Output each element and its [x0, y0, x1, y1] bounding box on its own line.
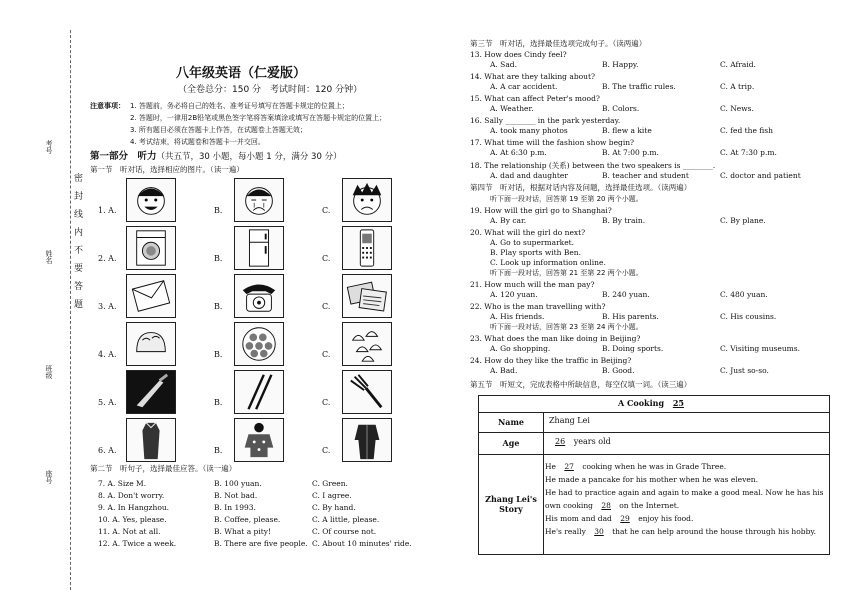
answer-option: B. Doing sports. [602, 344, 664, 353]
pic-row-5 [90, 370, 430, 414]
question: 19. How will the girl go to Shanghai? [470, 206, 612, 215]
answer-option: B. 240 yuan. [602, 290, 650, 299]
option-c: C. [322, 446, 331, 455]
answer-option: 12. A. Twice a week. [98, 539, 177, 548]
question: 24. How do they like the traffic in Beijing? [470, 356, 632, 365]
answer-option: C. By hand. [312, 503, 356, 512]
mobile-phone-picture[interactable] [342, 226, 392, 270]
seal-char: 要 [74, 264, 84, 274]
table-row-name [479, 412, 829, 433]
answer-option: B. At 7:00 p.m. [602, 148, 659, 157]
crying-face-picture[interactable] [234, 178, 284, 222]
section4-sub-instruction: 听下面一段对话，回答第 19 至第 20 两个小题。 [490, 195, 643, 203]
answer-option: B. Coffee, please. [214, 515, 281, 524]
answer-option: C. Just so-so. [720, 366, 769, 375]
answer-option: B. By train. [602, 216, 646, 225]
answer-blank-25[interactable]: 25 [672, 398, 684, 408]
answer-option: B. In 1993. [214, 503, 256, 512]
field-class: 班级 [45, 365, 53, 379]
answer-option: 8. A. Don't worry. [98, 491, 165, 500]
question: 17. What time will the fashion show begin? [470, 138, 635, 147]
option-a: 2. A. [98, 254, 117, 263]
answer-option: A. Sad. [490, 60, 517, 69]
page-title: 八年级英语（仁爱版） [176, 66, 307, 81]
answer-option: A. Weather. [490, 104, 534, 113]
answer-option: A. His friends. [490, 312, 545, 321]
age-label: Age [479, 432, 544, 454]
answer-option: B. teacher and student [602, 171, 689, 180]
pic-row-3 [90, 274, 430, 318]
question: 13. How does Cindy feel? [470, 50, 567, 59]
option-b: B. [214, 350, 223, 359]
section3-instruction: 第三节 听对话，选择最佳选项完成句子。（读两遍） [470, 39, 647, 48]
option-c: C. [322, 302, 331, 311]
answer-option: B. Play sports with Ben. [490, 248, 582, 257]
answer-option: C. fed the fish [720, 126, 773, 135]
name-value: Zhang Lei [549, 416, 590, 425]
answer-option: 7. A. Size M. [98, 479, 147, 488]
answer-blank-29[interactable]: 29 [620, 514, 630, 523]
page-subtitle: （全卷总分：150 分 考试时间：120 分钟） [178, 85, 363, 95]
story-line [545, 499, 824, 512]
answer-option: B. Not bad. [214, 491, 258, 500]
part1-detail: （共五节，30 小题，每小题 1 分，满分 30 分） [156, 152, 342, 162]
answer-option: B. Colors. [602, 104, 640, 113]
question: 14. What are they talking about? [470, 72, 595, 81]
option-a: 3. A. [98, 302, 117, 311]
seal-char: 封 [74, 192, 84, 202]
answer-option: B. Happy. [602, 60, 639, 69]
answer-option: C. At 7:30 p.m. [720, 148, 777, 157]
chopsticks-picture[interactable] [234, 370, 284, 414]
pic-row-6 [90, 418, 430, 462]
story-line [545, 512, 824, 525]
option-b: B. [214, 302, 223, 311]
story-text-part: that he can help around the house through his hobby. [612, 527, 817, 536]
section5-instruction: 第五节 听短文，完成表格中所缺信息，每空仅填一词。（读三遍） [470, 380, 692, 389]
story-text-part: He's really [545, 527, 586, 536]
table-row-story [479, 454, 829, 554]
seal-char: 密 [74, 174, 84, 184]
story-text-part: cooking when he was in Grade Three. [582, 462, 727, 471]
option-b: B. [214, 446, 223, 455]
answer-option: A. dad and daughter [490, 171, 568, 180]
right-column [470, 38, 830, 588]
story-text-part: His mom and dad [545, 514, 612, 523]
washing-machine-picture[interactable] [126, 226, 176, 270]
answer-option: C. 480 yuan. [720, 290, 768, 299]
answer-option: C. Of course not. [312, 527, 377, 536]
pic-row-2 [90, 226, 430, 270]
question: 22. Who is the man travelling with? [470, 302, 606, 311]
part1-title: 第一部分 听力 [90, 151, 157, 162]
answer-blank-30[interactable]: 30 [594, 527, 604, 536]
option-a: 4. A. [98, 350, 117, 359]
fork-picture[interactable] [342, 370, 392, 414]
telephone-picture[interactable] [234, 274, 284, 318]
note-item: 2. 答题时，一律用2B铅笔或黑色签字笔将答案填涂或填写在答题卡规定的位置上； [130, 114, 387, 122]
option-a: 6. A. [98, 446, 117, 455]
question: 23. What does the man like doing in Beijing? [470, 334, 641, 343]
story-text-part: He [545, 462, 556, 471]
answer-option: B. Good. [602, 366, 635, 375]
section2-questions [90, 478, 430, 568]
field-seat: 座号 [45, 470, 53, 484]
seal-char: 答 [74, 282, 84, 292]
name-label: Name [479, 412, 544, 432]
story-label: Zhang Lei's Story [479, 454, 544, 554]
answer-option: B. What a pity! [214, 527, 272, 536]
answer-option: 11. A. Not at all. [98, 527, 161, 536]
notes-items [130, 100, 386, 148]
note-item: 1. 答题前，务必将自己的姓名、准考证号填写在答题卡规定的位置上； [130, 102, 349, 110]
option-c: C. [322, 350, 331, 359]
dumplings-picture[interactable] [342, 322, 392, 366]
answer-option: C. Look up information online. [490, 258, 606, 267]
knife-picture[interactable] [126, 370, 176, 414]
answer-option: 10. A. Yes, please. [98, 515, 167, 524]
pic-row-1 [90, 178, 430, 222]
section2-instruction: 第二节 听句子，选择最佳应答。（读一遍） [90, 464, 237, 473]
cookies-picture[interactable] [234, 322, 284, 366]
answer-option: C. Visiting museums. [720, 344, 801, 353]
part1-heading [90, 148, 342, 162]
story-text-part: on the Internet. [619, 501, 680, 510]
answer-option: A. 120 yuan. [490, 290, 538, 299]
newspapers-picture[interactable] [342, 274, 392, 318]
answer-option: C. I agree. [312, 491, 352, 500]
table-title-row [479, 396, 829, 413]
answer-option: A. A car accident. [490, 82, 558, 91]
story-text [545, 460, 824, 538]
option-c: C. [322, 206, 331, 215]
answer-blank-28[interactable]: 28 [601, 501, 611, 510]
question: 20. What will the girl do next? [470, 228, 586, 237]
answer-option: A. At 6:30 p.m. [490, 148, 547, 157]
cooking-table [478, 395, 830, 555]
section4-sub-instruction: 听下面一段对话，回答第 21 至第 22 两个小题。 [490, 269, 643, 277]
seal-char: 不 [74, 246, 84, 256]
option-b: B. [214, 206, 223, 215]
field-exam-number: 考号 [45, 140, 53, 154]
pic-row-4 [90, 322, 430, 366]
answer-option: C. Green. [312, 479, 348, 488]
answer-option: C. His cousins. [720, 312, 777, 321]
notes-label: 注意事项： [90, 102, 125, 110]
question: 21. How much will the man pay? [470, 280, 595, 289]
sad-face-picture[interactable] [342, 178, 392, 222]
question: 15. What can affect Peter's mood? [470, 94, 600, 103]
answer-option: C. Afraid. [720, 60, 756, 69]
option-a: 5. A. [98, 398, 117, 407]
answer-option: B. There are five people. [214, 539, 308, 548]
tunic-suit-picture[interactable] [342, 418, 392, 462]
table-title [479, 398, 829, 408]
answer-option: A. By car. [490, 216, 527, 225]
table-title-text: A Cooking [618, 398, 665, 408]
smiling-face-picture[interactable] [126, 178, 176, 222]
option-b: B. [214, 398, 223, 407]
answer-option: A. Go shopping. [490, 344, 551, 353]
story-line: He made a pancake for his mother when he was eleven. [545, 475, 759, 484]
story-line: He had to practice again and again to make a good meal. Now he has his [545, 488, 824, 497]
refrigerator-picture[interactable] [234, 226, 284, 270]
section1-instruction: 第一节 听对话，选择相应的图片。（读一遍） [90, 165, 244, 174]
option-c: C. [322, 398, 331, 407]
answer-option: C. By plane. [720, 216, 766, 225]
answer-blank-26[interactable]: 26 [555, 437, 566, 446]
answer-option: C. About 10 minutes' ride. [312, 539, 412, 548]
letter-picture[interactable] [126, 274, 176, 318]
seal-line [70, 30, 71, 590]
answer-blank-27[interactable]: 27 [564, 462, 574, 471]
answer-option: C. News. [720, 104, 754, 113]
qipao-picture[interactable] [126, 418, 176, 462]
field-name: 姓名 [45, 250, 53, 264]
seal-text [74, 170, 88, 314]
story-text-part: own cooking [545, 501, 593, 510]
answer-option: A. Bad. [490, 366, 518, 375]
section4-sub-instruction: 听下面一段对话，回答第 23 至第 24 两个小题。 [490, 323, 643, 331]
binding-margin [40, 30, 85, 590]
answer-option: B. His parents. [602, 312, 659, 321]
answer-option: B. flew a kite [602, 126, 652, 135]
option-b: B. [214, 254, 223, 263]
table-row-age [479, 432, 829, 455]
bread-picture[interactable] [126, 322, 176, 366]
section4-instruction: 第四节 听对话，根据对话内容及问题，选择最佳选项。（读两遍） [470, 183, 692, 192]
tang-suit-picture[interactable] [234, 418, 284, 462]
seal-char: 题 [74, 300, 84, 310]
left-column [90, 40, 430, 590]
seal-char: 线 [74, 210, 84, 220]
answer-option: A. took many photos [490, 126, 568, 135]
answer-option: 9. A. In Hangzhou. [98, 503, 170, 512]
option-a: 1. A. [98, 206, 117, 215]
story-text-part: enjoy his food. [638, 514, 694, 523]
seal-char: 内 [74, 228, 84, 238]
answer-option: C. doctor and patient [720, 171, 801, 180]
question: 18. The relationship (关系) between the two speakers is ________. [470, 161, 716, 170]
option-c: C. [322, 254, 331, 263]
age-suffix: years old [573, 437, 611, 446]
question: 16. Sally ________ in the park yesterday. [470, 116, 621, 125]
answer-option: B. The traffic rules. [602, 82, 676, 91]
answer-option: B. 100 yuan. [214, 479, 262, 488]
note-item: 4. 考试结束，将试题卷和答题卡一并交回。 [130, 138, 265, 146]
answer-option: C. A trip. [720, 82, 755, 91]
answer-option: C. A little, please. [312, 515, 380, 524]
story-line [545, 525, 824, 538]
age-value [549, 437, 611, 446]
story-line [545, 460, 824, 473]
note-item: 3. 所有题目必须在答题卡上作答，在试题卷上答题无效； [130, 126, 307, 134]
answer-option: A. Go to supermarket. [490, 238, 575, 247]
